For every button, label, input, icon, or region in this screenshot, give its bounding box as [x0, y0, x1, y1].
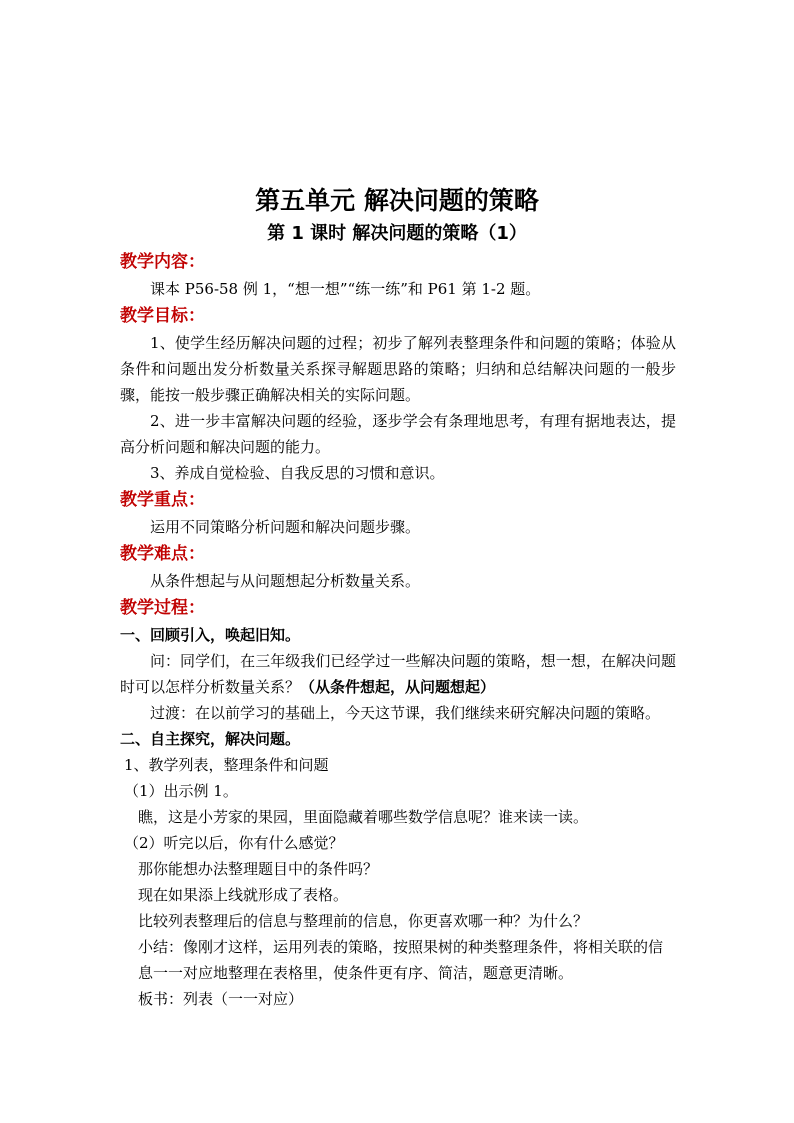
part2-step1a: （1）出示例 1。 [124, 782, 238, 800]
lesson-subtitle: 第 1 课时 解决问题的策略（1） [267, 223, 527, 244]
part2-step1b-line1: 那你能想办法整理题目中的条件吗？ [138, 860, 379, 878]
part1-transition: 过渡：在以前学习的基础上，今天这节课，我们继续来研究解决问题的策略。 [150, 704, 661, 722]
part1-question [120, 648, 676, 700]
goals-heading: 教学目标： [120, 306, 205, 326]
unit-title: 第五单元 解决问题的策略 [255, 186, 539, 215]
part2-step1: 1、教学列表，整理条件和问题 [124, 756, 329, 774]
part1-question-answer: （从条件想起，从问题想起） [300, 678, 496, 696]
difficulty-heading: 教学难点： [120, 544, 205, 564]
part1-question-text: 问：同学们，在三年级我们已经学过一些解决问题的策略，想一想，在解决问题时可以怎样分析数量关系？ [120, 652, 676, 696]
lesson-body [120, 248, 676, 1012]
content-heading: 教学内容： [120, 252, 205, 272]
part2-step1b-line2: 现在如果添上线就形成了表格。 [138, 886, 349, 904]
process-heading: 教学过程： [120, 598, 205, 618]
key-text: 运用不同策略分析问题和解决问题步骤。 [150, 518, 421, 536]
goal-2: 2、进一步丰富解决问题的经验，逐步学会有条理地思考，有理有据地表达，提高分析问题和解决问题的能力。 [120, 412, 676, 456]
part2-summary: 小结：像刚才这样，运用列表的策略，按照果树的种类整理条件，将相关联的信息一一对应地整理在表格里，使条件更有序、简洁，题意更清晰。 [138, 938, 664, 982]
part2-step1b: （2）听完以后，你有什么感觉？ [124, 834, 344, 852]
difficulty-text: 从条件想起与从问题想起分析数量关系。 [150, 572, 421, 590]
part1-heading: 一、回顾引入，唤起旧知。 [120, 626, 301, 644]
part2-step1b-line3: 比较列表整理后的信息与整理前的信息，你更喜欢哪一种？为什么？ [138, 912, 589, 930]
part2-step1a-text: 瞧，这是小芳家的果园，里面隐藏着哪些数学信息呢？谁来读一读。 [138, 808, 589, 826]
goal-3: 3、养成自觉检验、自我反思的习惯和意识。 [150, 464, 445, 482]
key-heading: 教学重点： [120, 490, 205, 510]
part2-heading: 二、自主探究，解决问题。 [120, 730, 301, 748]
part2-board: 板书：列表（一一对应） [138, 990, 304, 1008]
goal-1: 1、使学生经历解决问题的过程；初步了解列表整理条件和问题的策略；体验从条件和问题出发分析数量关系探寻解题思路的策略；归纳和总结解决问题的一般步骤，能按一般步骤正确解决相关的实际问题。 [120, 334, 676, 404]
content-text: 课本 P56-58 例 1，“想一想”“练一练”和 P61 第 1-2 题。 [150, 280, 541, 298]
